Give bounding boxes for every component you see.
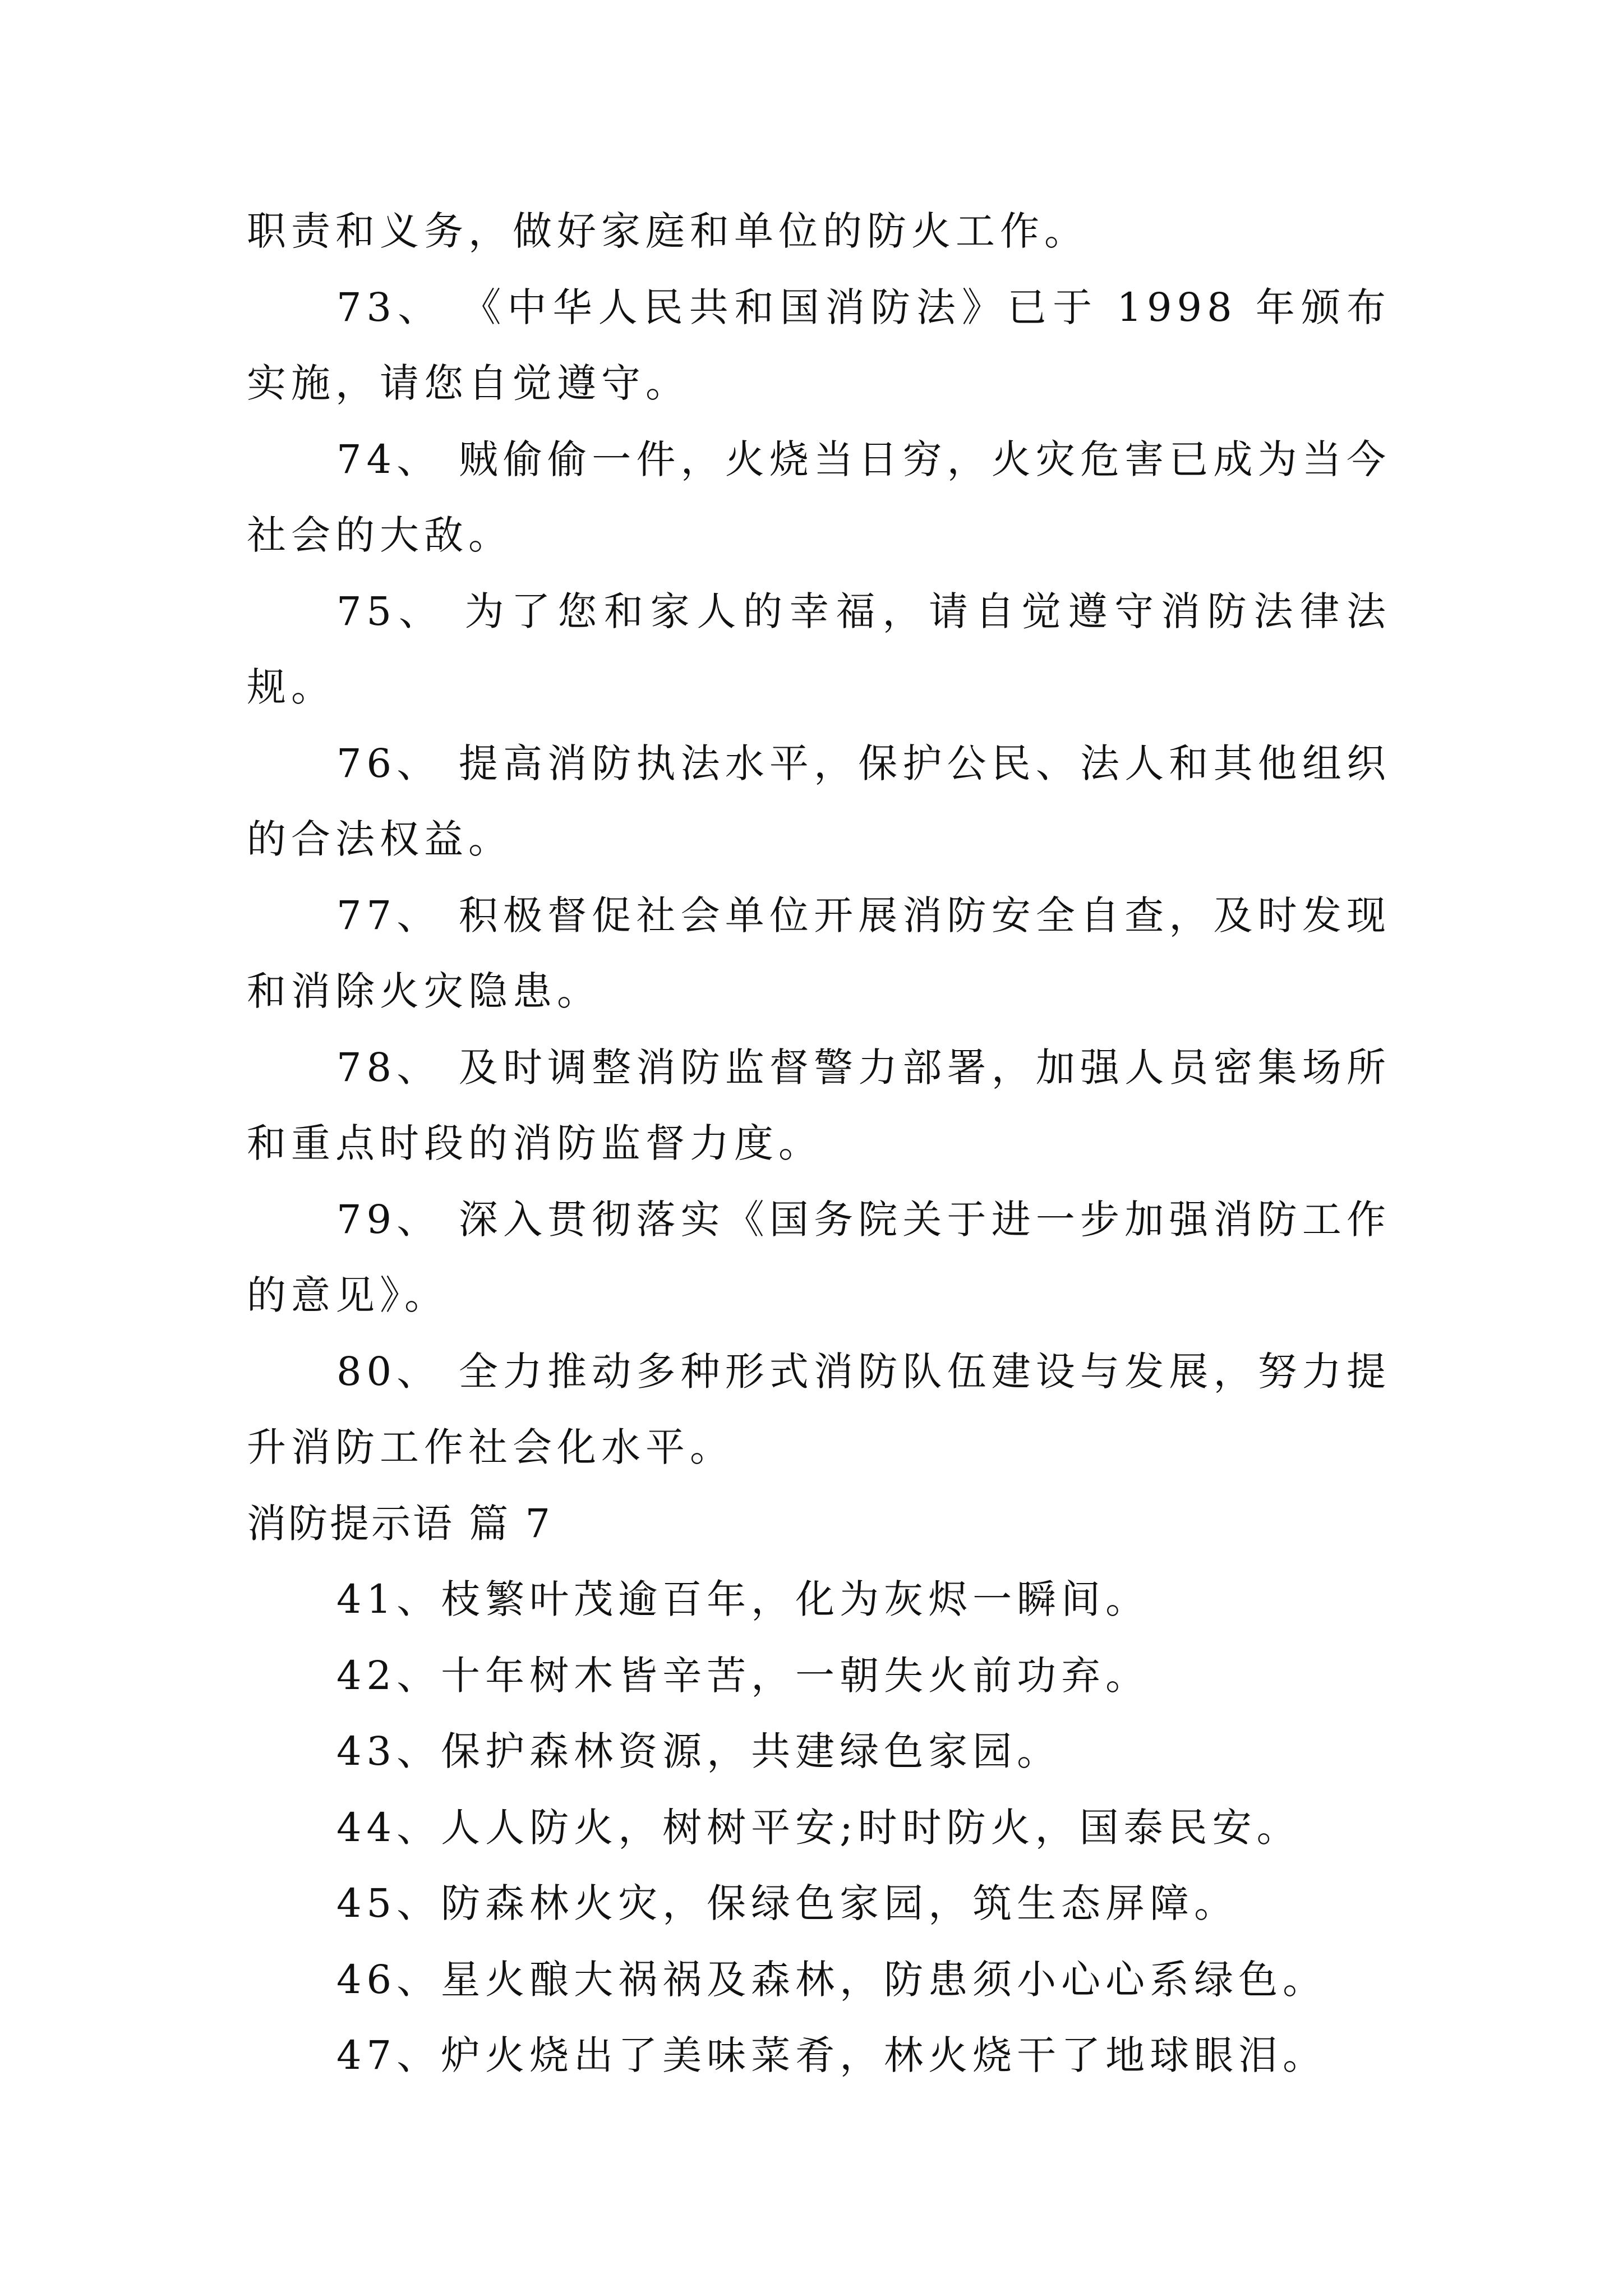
paragraph-continuation: 职责和义务，做好家庭和单位的防火工作。 [247, 208, 1089, 254]
list-item: 45、防森林火灾，保绿色家园，筑生态屏障。 [336, 1880, 1239, 1926]
list-item: 43、保护森林资源，共建绿色家园。 [336, 1728, 1062, 1774]
paragraph-item-79: 79、 深入贯彻落实《国务院关于进一步加强消防工作的意见》。 [247, 1196, 1391, 1318]
list-item: 44、人人防火，树树平安;时时防火，国泰民安。 [336, 1804, 1301, 1851]
paragraph-item-74: 74、 贼偷偷一件，火烧当日穷，火灾危害已成为当今社会的大敌。 [247, 436, 1391, 558]
paragraph-item-75: 75、 为了您和家人的幸福，请自觉遵守消防法律法规。 [247, 588, 1391, 710]
list-item: 41、枝繁叶茂逾百年，化为灰烬一瞬间。 [336, 1576, 1150, 1622]
list-item: 47、炉火烧出了美味菜肴，林火烧干了地球眼泪。 [336, 2032, 1327, 2078]
paragraph-item-78: 78、 及时调整消防监督警力部署，加强人员密集场所和重点时段的消防监督力度。 [247, 1044, 1391, 1166]
paragraph-item-77: 77、 积极督促社会单位开展消防安全自查，及时发现和消除火灾隐患。 [247, 892, 1391, 1014]
section-title: 消防提示语 篇 7 [247, 1500, 553, 1547]
list-item: 42、十年树木皆辛苦，一朝失火前功弃。 [336, 1652, 1150, 1699]
paragraph-item-73: 73、 《中华人民共和国消防法》已于 1998 年颁布实施，请您自觉遵守。 [247, 284, 1391, 406]
list-item: 46、星火酿大祸祸及森林，防患须小心心系绿色。 [336, 1956, 1327, 2003]
paragraph-item-80: 80、 全力推动多种形式消防队伍建设与发展，努力提升消防工作社会化水平。 [247, 1348, 1391, 1470]
document-body [247, 194, 1391, 2094]
paragraph-item-76: 76、 提高消防执法水平，保护公民、法人和其他组织的合法权益。 [247, 740, 1391, 862]
